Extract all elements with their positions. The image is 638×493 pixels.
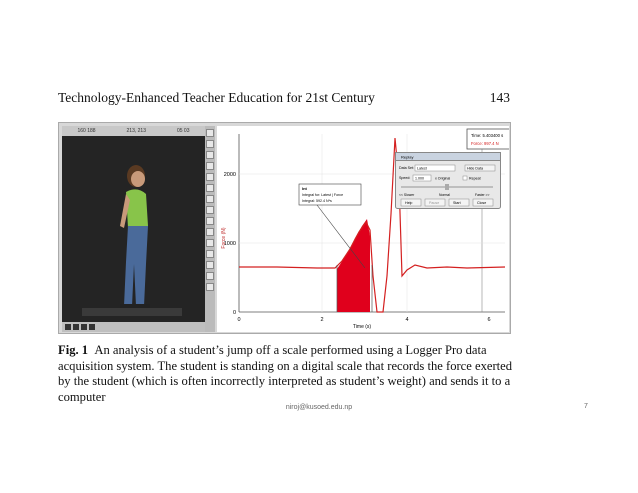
x-tick-6: 6	[487, 317, 491, 323]
x-tick-4: 4	[405, 317, 409, 323]
running-header-page-number: 143	[489, 90, 510, 105]
replay-dataset-label: Data Set:	[399, 166, 414, 170]
tool-icon[interactable]	[206, 261, 214, 269]
student-video-frame	[62, 136, 205, 322]
replay-pause-button[interactable]: Pause	[429, 201, 440, 205]
tool-icon[interactable]	[206, 140, 214, 148]
tool-icon[interactable]	[206, 283, 214, 291]
tool-icon[interactable]	[206, 173, 214, 181]
tool-icon[interactable]	[206, 206, 214, 214]
y-tick-0: 0	[232, 310, 236, 316]
video-toolbar-field-2: 213, 213	[126, 128, 146, 134]
video-tool-strip	[205, 126, 215, 332]
tool-icon[interactable]	[206, 129, 214, 137]
y-axis-label: Force (N)	[221, 227, 227, 249]
tool-icon[interactable]	[206, 217, 214, 225]
video-playback-controls	[62, 322, 205, 332]
integral-fill	[337, 219, 370, 312]
tool-icon[interactable]	[206, 228, 214, 236]
replay-hide-data-button[interactable]: Hide Data	[467, 166, 483, 171]
tool-icon[interactable]	[206, 239, 214, 247]
replay-dataset-value[interactable]: Latest	[417, 166, 427, 171]
tool-icon[interactable]	[206, 151, 214, 159]
x-tick-2: 2	[320, 317, 324, 323]
x-axis-label: Time (s)	[352, 324, 372, 330]
integral-line-2: Integral: 592.4 N*s	[302, 199, 332, 203]
y-tick-1000: 1000	[223, 241, 236, 247]
footer-email: niroj@kusoed.edu.np	[285, 404, 353, 411]
replay-close-button[interactable]: Close	[477, 201, 487, 205]
integral-line-1: Integral for: Latest | Force	[302, 193, 344, 197]
tool-icon[interactable]	[206, 250, 214, 258]
replay-faster-label: Faster >>	[475, 193, 490, 197]
readout-force: Force: 997.4 N	[471, 141, 499, 146]
replay-dialog	[395, 152, 505, 212]
caption-label: Fig. 1	[58, 343, 89, 357]
running-header-title: Technology-Enhanced Teacher Education for 21st Century	[58, 90, 375, 105]
replay-normal-label: Normal	[439, 193, 450, 197]
replay-speed-slider[interactable]	[445, 184, 449, 190]
video-play-icon[interactable]	[65, 324, 71, 330]
replay-help-button[interactable]: Help	[405, 201, 413, 205]
video-back-icon[interactable]	[81, 324, 87, 330]
caption-text: An analysis of a student’s jump off a scale performed using a Logger Pro data acquisition system. The student is standing on a digital scale that records the force exerted by the student (which is often incorrectly interpreted as student’s weight) and sends it to a computer	[58, 343, 513, 404]
replay-slower-label: << Slower	[399, 193, 415, 197]
replay-speed-mode: x Original	[435, 176, 451, 181]
force-time-graph	[217, 126, 509, 332]
video-toolbar	[62, 126, 205, 136]
replay-speed-label: Speed:	[399, 176, 411, 180]
video-toolbar-field-3: 05 03	[176, 128, 190, 134]
figure-caption	[58, 343, 518, 405]
replay-start-button[interactable]: Start	[453, 201, 461, 205]
replay-repeat-label: Repeat	[469, 176, 481, 181]
x-tick-0: 0	[237, 317, 241, 323]
tool-icon[interactable]	[206, 195, 214, 203]
slide-number: 7	[584, 403, 588, 410]
video-stop-icon[interactable]	[73, 324, 79, 330]
video-forward-icon[interactable]	[89, 324, 95, 330]
tool-icon[interactable]	[206, 162, 214, 170]
integral-tag: Int	[302, 186, 307, 191]
integral-annotation	[299, 184, 361, 205]
cursor-readout	[467, 129, 509, 149]
replay-title: Replay	[401, 154, 414, 160]
tool-icon[interactable]	[206, 184, 214, 192]
video-panel	[62, 126, 205, 332]
replay-repeat-checkbox[interactable]	[463, 176, 467, 180]
y-tick-2000: 2000	[223, 172, 236, 178]
replay-speed-value[interactable]: 1.000	[415, 176, 424, 181]
figure-screenshot	[58, 122, 511, 334]
video-toolbar-field-1: 160 188	[77, 128, 96, 134]
tool-icon[interactable]	[206, 272, 214, 280]
readout-time: Time: 5.403400 s	[471, 133, 504, 138]
